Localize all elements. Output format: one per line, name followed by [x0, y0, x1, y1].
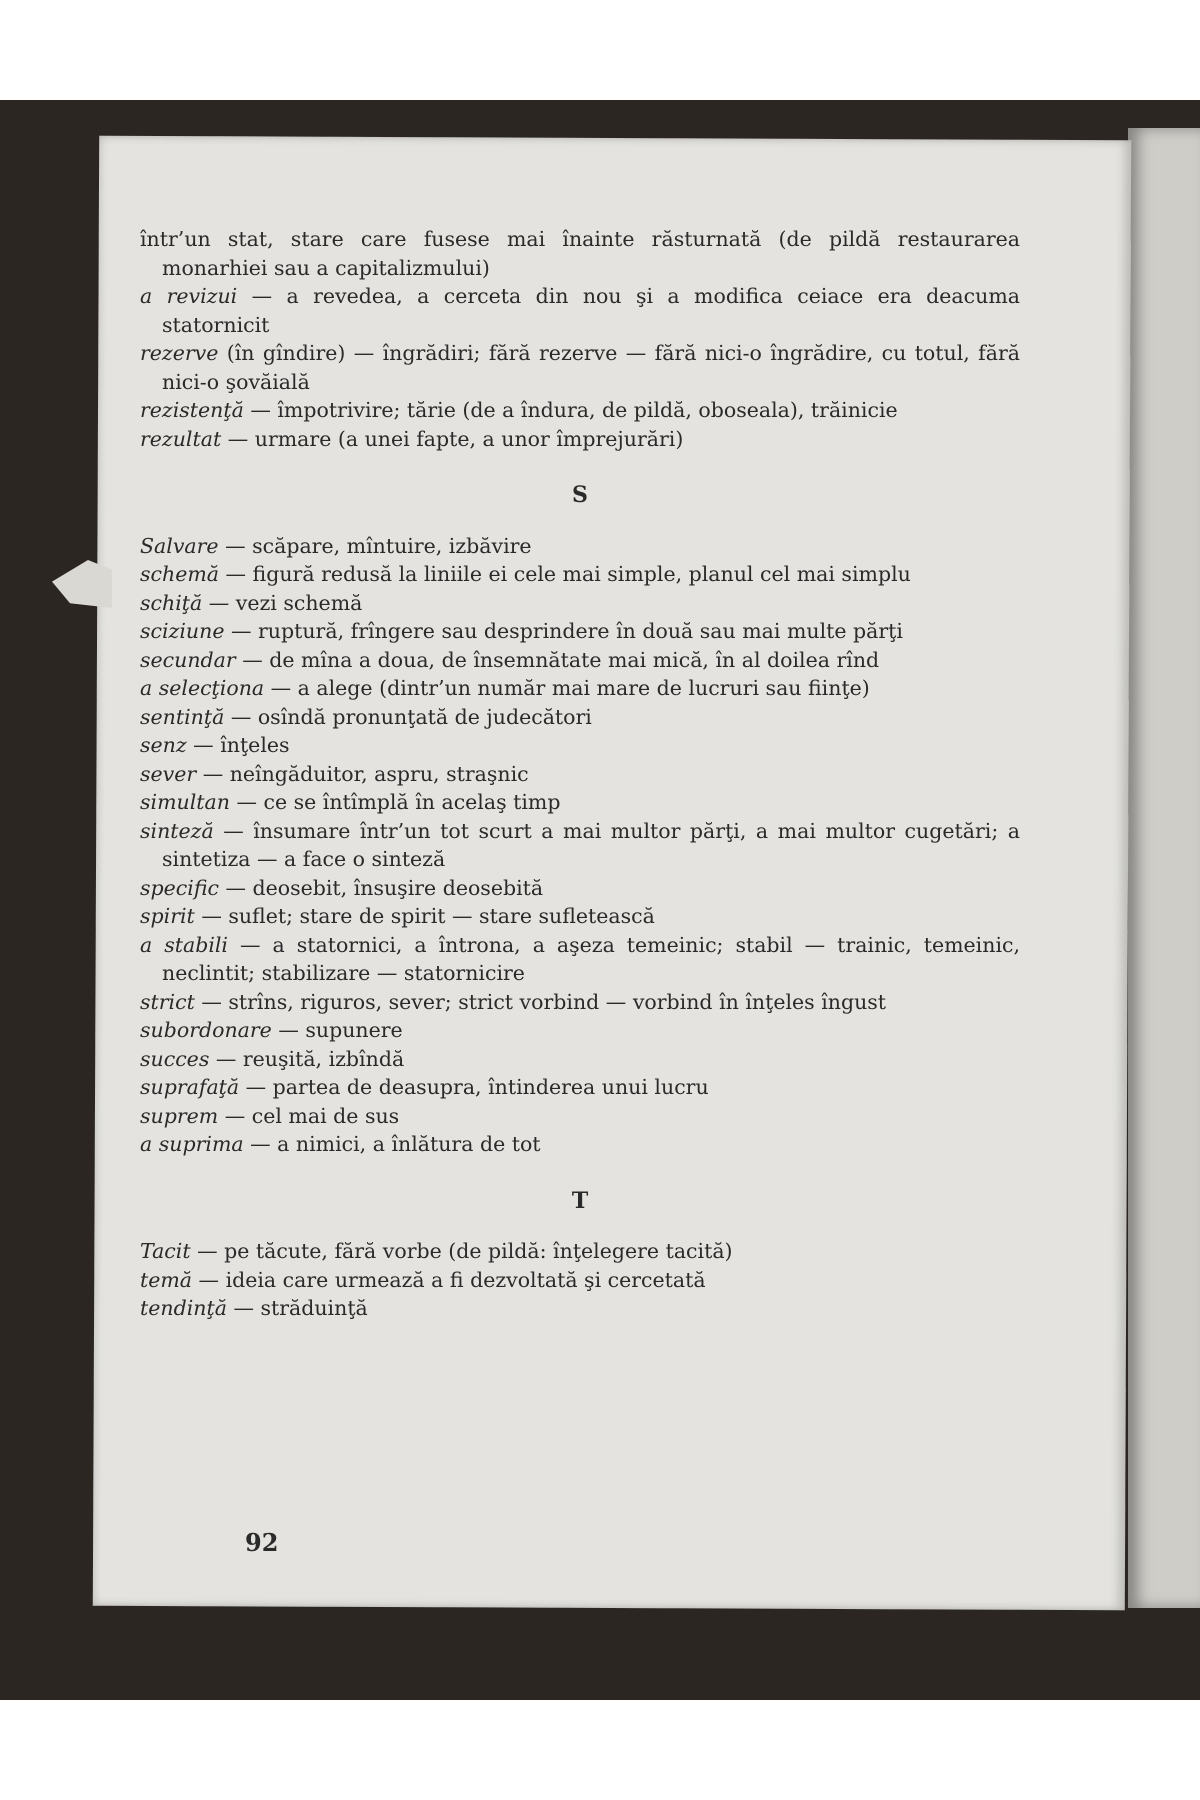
entry-headword: subordonare [140, 1018, 272, 1042]
entry-definition: — pe tăcute, fără vorbe (de pildă: înţelegere tacită) [190, 1239, 733, 1263]
glossary-entry [140, 589, 1020, 618]
entry-headword: Salvare [140, 533, 219, 558]
glossary-entry [140, 703, 1020, 732]
entry-headword: schemă [140, 562, 219, 586]
entry-headword: a suprima [140, 1132, 244, 1156]
entry-headword: rezultat [140, 426, 222, 451]
entry-headword: a selecţiona [140, 676, 265, 700]
entry-definition: — de mîna a doua, de însemnătate mai mică, în al doilea rînd [235, 647, 880, 672]
entry-headword: rezistenţă [140, 398, 244, 422]
entry-definition: — neîngăduitor, aspru, straşnic [196, 761, 529, 786]
entry-definition: — figură redusă la liniile ei cele mai simple, planul cel mai simplu [219, 562, 911, 586]
glossary-entry [140, 339, 1020, 396]
glossary-entry [140, 731, 1020, 760]
entry-definition: — supunere [271, 1018, 403, 1042]
glossary-entry [140, 646, 1020, 675]
entry-headword: sever [140, 761, 197, 786]
entry-headword: a stabili [140, 932, 228, 957]
entry-headword: strict [140, 989, 195, 1014]
entry-definition: — strîns, riguros, sever; strict vorbind — vorbind în înţeles îngust [194, 989, 887, 1014]
page-number: 92 [245, 1528, 279, 1557]
glossary-entry [140, 396, 1020, 425]
glossary-entry [140, 760, 1020, 789]
entry-headword: sinteză [140, 818, 214, 843]
section-letter: S [572, 482, 588, 508]
section-letter: T [571, 1187, 589, 1214]
glossary-entry [140, 532, 1020, 561]
entry-headword: senz [140, 733, 187, 757]
entry-definition: — a alege (dintr’un număr mai mare de lucruri sau fiinţe) [264, 676, 870, 700]
entry-headword: suprafaţă [140, 1075, 240, 1099]
glossary-entry [140, 902, 1020, 931]
entry-definition: — a revedea, a cerceta din nou şi a modifica ceiace era deacuma statornicit [162, 284, 1020, 337]
entry-definition: — partea de deasupra, întinderea unui lucru [239, 1075, 709, 1099]
glossary-entry [140, 988, 1020, 1017]
entry-definition: — osîndă pronunţată de judecători [224, 704, 592, 729]
facing-page-edge [1128, 128, 1200, 1608]
entry-headword: temă [140, 1267, 193, 1292]
glossary-entry [140, 1045, 1020, 1074]
entry-headword: tendinţă [140, 1296, 227, 1320]
entry-definition: — înţeles [186, 733, 290, 757]
entry-definition: — vezi schemă [202, 590, 363, 615]
entry-headword: suprem [140, 1103, 219, 1128]
glossary-entry [140, 874, 1020, 903]
glossary-entry [140, 1073, 1020, 1102]
entry-definition: — străduinţă [226, 1296, 368, 1320]
entry-definition: — deosebit, însuşire deosebită [218, 875, 544, 900]
entry-headword: sciziune [140, 619, 225, 643]
entry-definition: într’un stat, stare care fusese mai înainte răsturnată (de pildă restaurarea monarhiei sau a capitalizmului) [140, 227, 1020, 280]
entry-definition: — a statornici, a întrona, a aşeza temeinic; stabil — trainic, temeinic, neclintit; stabilizare — statornicire [162, 932, 1020, 985]
glossary-entry [140, 1294, 1020, 1323]
glossary-entry [140, 225, 1020, 282]
entry-headword: spirit [140, 904, 195, 928]
entry-headword: sentinţă [140, 704, 225, 729]
entry-headword: Tacit [140, 1239, 191, 1263]
glossary-text [140, 225, 1020, 1323]
entry-definition: — scăpare, mîntuire, izbăvire [218, 533, 532, 558]
glossary-entry [140, 617, 1020, 646]
entry-definition: (în gîndire) — îngrădiri; fără rezerve — fără nici-o îngrădire, cu totul, fără nici-o şovăială [162, 341, 1020, 394]
glossary-entry [140, 560, 1020, 589]
glossary-entry [140, 674, 1020, 703]
glossary-entry [140, 1016, 1020, 1045]
glossary-entry [140, 425, 1020, 454]
glossary-entry [140, 788, 1020, 817]
glossary-entry [140, 282, 1020, 339]
entry-definition: — a nimici, a înlătura de tot [243, 1132, 541, 1156]
entry-headword: specific [140, 875, 219, 900]
entry-definition: — ce se întîmplă în acelaş timp [229, 790, 561, 814]
glossary-entry [140, 931, 1020, 988]
entry-definition: — suflet; stare de spirit — stare sufletească [194, 904, 655, 928]
entry-definition: — cel mai de sus [218, 1103, 400, 1128]
entry-headword: succes [140, 1046, 210, 1071]
glossary-entry [140, 1266, 1020, 1295]
glossary-entry [140, 1102, 1020, 1131]
entry-definition: — reuşită, izbîndă [209, 1046, 405, 1071]
entry-definition: — împotrivire; tărie (de a îndura, de pildă, oboseala), trăinicie [243, 398, 898, 422]
entry-headword: rezerve [140, 341, 219, 365]
entry-headword: secundar [140, 647, 236, 672]
entry-definition: — însumare într’un tot scurt a mai multor părţi, a mai multor cugetări; a sintetiza — a face o sinteză [162, 818, 1020, 871]
entry-headword: a revizui [140, 284, 238, 308]
entry-headword: schiţă [140, 590, 203, 615]
glossary-entry [140, 817, 1020, 874]
entry-headword: simultan [140, 790, 230, 814]
glossary-entry [140, 1130, 1020, 1159]
entry-definition: — ideia care urmează a fi dezvoltată şi cercetată [192, 1267, 706, 1292]
entry-definition: — ruptură, frîngere sau desprindere în două sau mai multe părţi [224, 619, 903, 643]
glossary-entry [140, 1237, 1020, 1266]
entry-definition: — urmare (a unei fapte, a unor împrejurări) [221, 426, 684, 451]
